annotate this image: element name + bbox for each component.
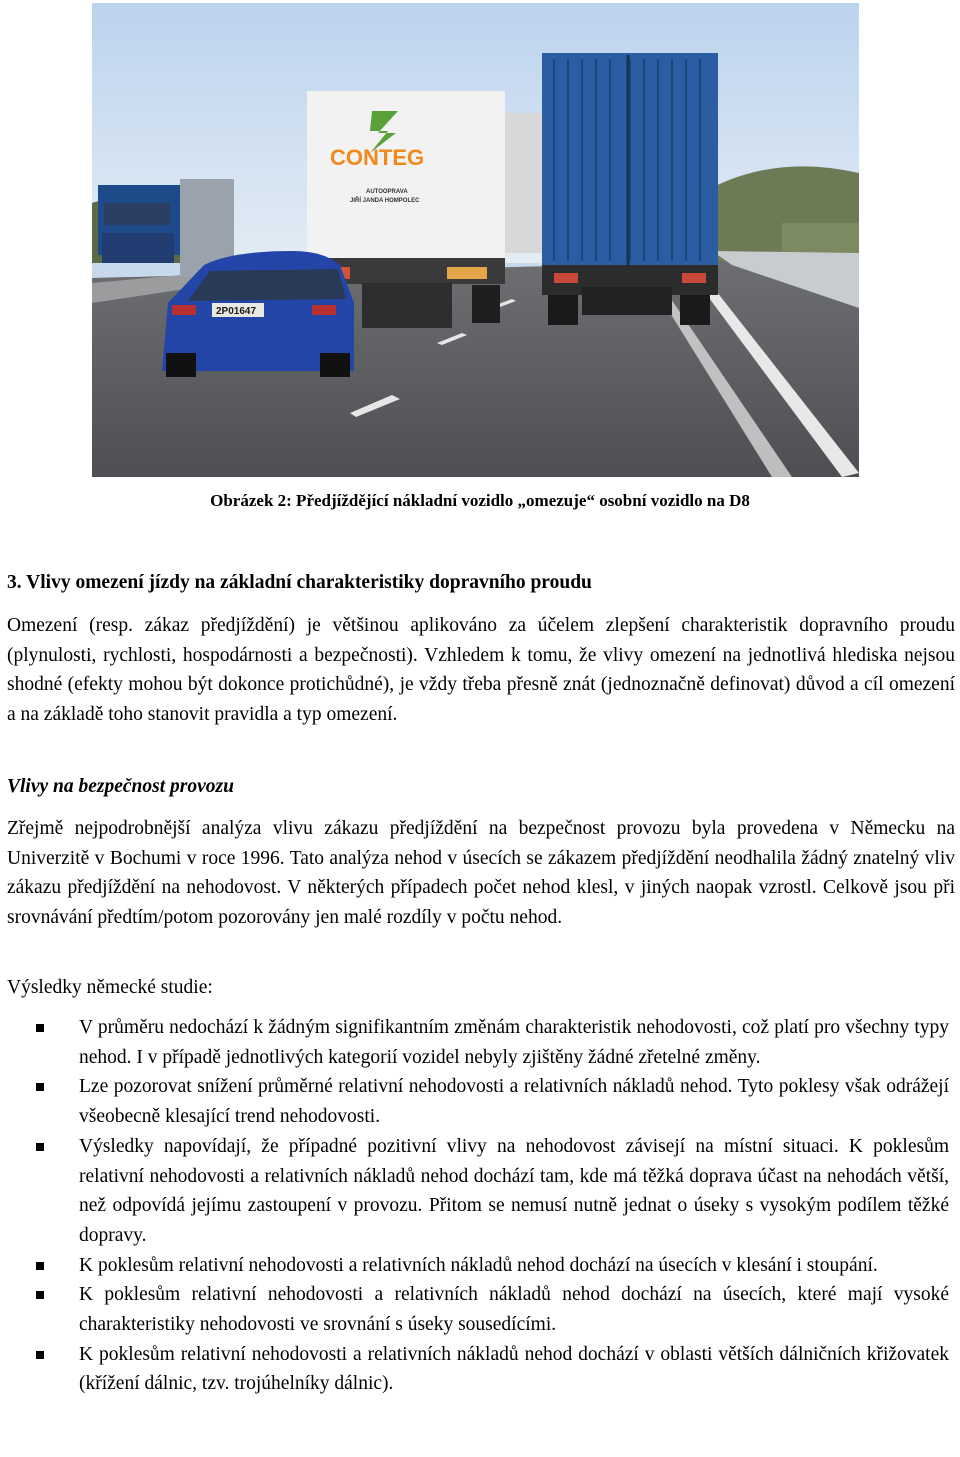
- square-bullet-icon: [36, 1291, 44, 1299]
- truck-brand-text: CONTEG: [330, 145, 425, 170]
- section-heading: 3. Vlivy omezení jízdy na základní charakteristiky dopravního proudu: [7, 572, 592, 593]
- car-plate-text: 2P01647: [216, 306, 257, 317]
- safety-paragraph: Zřejmě nejpodrobnější analýza vlivu zákazu předjíždění na bezpečnost provozu byla provedena v Německu na Univerzitě v Bochumi v roce 1996. Tato analýza nehod v úsecích se zákazem předjíždění neodhalila žádný znatelný vliv zákazu předjíždění na nehodovost. V některých případech počet nehod klesl, v jiných naopak vzrostl. Celkově jsou při srovnávání předtím/potom pozorovány jen malé rozdíly v počtu nehod.: [7, 818, 955, 928]
- square-bullet-icon: [36, 1083, 44, 1091]
- list-item: [36, 1072, 949, 1131]
- square-bullet-icon: [36, 1024, 44, 1032]
- intro-paragraph: Omezení (resp. zákaz předjíždění) je většinou aplikováno za účelem zlepšení charakteristik dopravního proudu (plynulosti, rychlosti, hospodárnosti a bezpečnosti). Vzhledem k tomu, že vlivy omezení na jednotlivá hlediska nejsou shodné (efekty mohou být dokonce protichůdné), je vždy třeba přesně znát (jednoznačně definovat) důvod a cíl omezení a na základě toho stanovit pravidla a typ omezení.: [7, 615, 955, 725]
- list-item: [36, 1280, 949, 1339]
- square-bullet-icon: [36, 1143, 44, 1151]
- results-label: Výsledky německé studie:: [7, 977, 213, 998]
- truck-subline-2: JIŘÍ JANDA HOMPOLEC: [350, 198, 420, 204]
- list-item-text: Výsledky napovídají, že případné pozitivní vlivy na nehodovost závisejí na místní situaci. K poklesům relativní nehodovosti a relativních nákladů nehod dochází tam, kde má těžká doprava účast na nehodách větší, než odpovídá jejímu zastoupení v provozu. Přitom se nemusí nutně jednat o úseky s vysokým podílem těžké dopravy.: [79, 1135, 949, 1246]
- subheading-safety: Vlivy na bezpečnost provozu: [7, 776, 234, 797]
- list-item: [36, 1013, 949, 1072]
- list-item: [36, 1340, 949, 1399]
- list-item-text: K poklesům relativní nehodovosti a relativních nákladů nehod dochází na úsecích, které mají vysoké charakteristiky nehodovosti ve srovnání s úseky sousedícími.: [79, 1284, 949, 1336]
- truck-subline-1: AUTOOPRAVA: [366, 189, 408, 195]
- figure-caption: Obrázek 2: Předjíždějící nákladní vozidlo „omezuje“ osobní vozidlo na D8: [210, 491, 750, 510]
- highway-photo: [92, 3, 859, 477]
- list-item: [36, 1251, 949, 1281]
- list-item-text: K poklesům relativní nehodovosti a relativních nákladů nehod dochází v oblasti větších dálničních křižovatek (křížení dálnic, tzv. trojúhelníky dálnic).: [79, 1343, 949, 1395]
- square-bullet-icon: [36, 1262, 44, 1270]
- list-item-text: K poklesům relativní nehodovosti a relativních nákladů nehod dochází na úsecích v klesání i stoupání.: [79, 1254, 878, 1276]
- square-bullet-icon: [36, 1351, 44, 1359]
- list-item: [36, 1132, 949, 1251]
- list-item-text: V průměru nedochází k žádným signifikantním změnám charakteristik nehodovosti, což platí pro všechny typy nehod. I v případě jednotlivých kategorií vozidel nebyly zjištěny žádné zřetelné změny.: [79, 1017, 949, 1068]
- list-item-text: Lze pozorovat snížení průměrné relativní nehodovosti a relativních nákladů nehod. Tyto poklesy však odrážejí všeobecně klesající trend nehodovosti.: [79, 1076, 949, 1128]
- results-list: [36, 1013, 949, 1399]
